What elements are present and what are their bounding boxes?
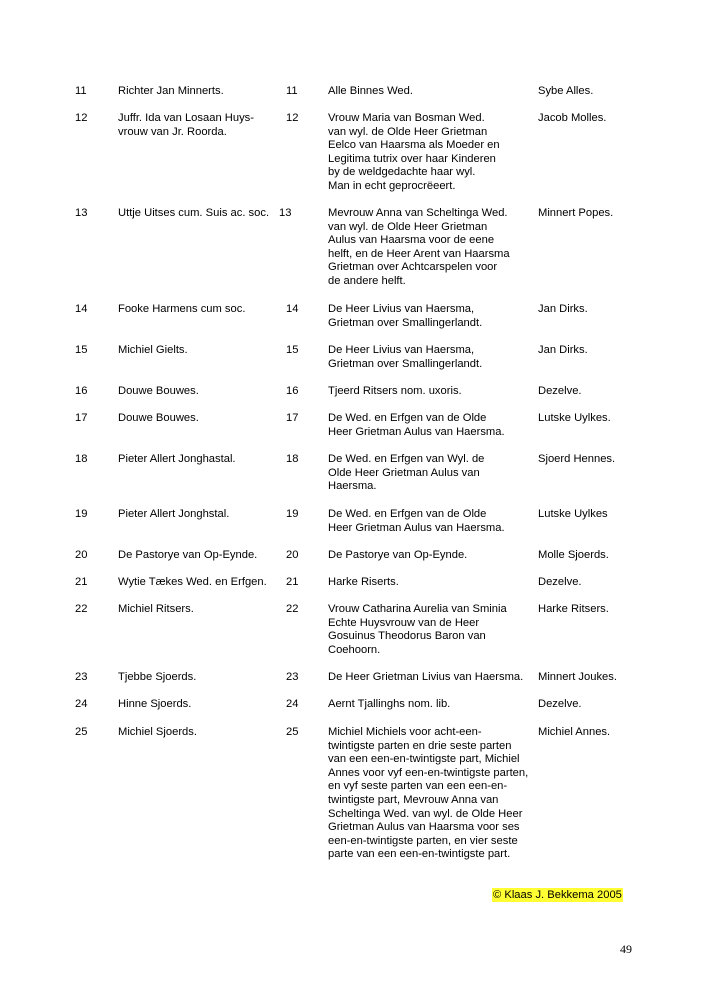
owner-number: 16 (75, 385, 88, 397)
property-number: 14 (286, 303, 299, 315)
property-number: 19 (286, 508, 299, 520)
property-owner: Alle Binnes Wed. (328, 85, 413, 97)
owner-number: 15 (75, 344, 88, 356)
user-name: Lutske Uylkes. (538, 412, 611, 424)
property-owner: Vrouw Maria van Bosman Wed. van wyl. de Olde Heer Grietman Eelco van Haarsma als Moeder en Legitima tutrix over haar Kinderen by de weldgedachte haar wyl. Man in echt geprocrëeert. (328, 112, 500, 192)
property-owner: Michiel Michiels voor acht-een- twintigste parten en drie seste parten van een een-en-twintigste part, Michiel Annes voor vyf een-en-twintigste parten, en vyf seste parten van een een-en- twintigste part, Mevrouw Anna van Scheltinga Wed. van wyl. de Olde Heer Grietman Aulus van Haarsma voor ses een-en-twintigste parten, en vier seste parte van een een-en-twintigste part. (328, 726, 529, 861)
user-name: Michiel Annes. (538, 726, 611, 738)
owner-number: 19 (75, 508, 88, 520)
property-number: 13 (279, 207, 292, 219)
owner-number: 18 (75, 453, 88, 465)
property-number: 20 (286, 549, 299, 561)
owner-name: Michiel Sjoerds. (118, 726, 197, 738)
user-name: Lutske Uylkes (538, 508, 608, 520)
owner-number: 23 (75, 671, 88, 683)
owner-name: Uttje Uitses cum. Suis ac. soc. (118, 207, 270, 219)
owner-number: 20 (75, 549, 88, 561)
property-owner: De Heer Grietman Livius van Haersma. (328, 671, 524, 683)
user-name: Dezelve. (538, 698, 582, 710)
owner-name: Tjebbe Sjoerds. (118, 671, 197, 683)
owner-name: Richter Jan Minnerts. (118, 85, 224, 97)
property-number: 12 (286, 112, 299, 124)
user-name: Minnert Popes. (538, 207, 614, 219)
owner-name: De Pastorye van Op-Eynde. (118, 549, 258, 561)
property-number: 22 (286, 603, 299, 615)
property-number: 24 (286, 698, 299, 710)
property-owner: Harke Riserts. (328, 576, 399, 588)
property-number: 18 (286, 453, 299, 465)
owner-number: 13 (75, 207, 88, 219)
owner-name: Pieter Allert Jonghastal. (118, 453, 236, 465)
owner-name: Douwe Bouwes. (118, 412, 199, 424)
user-name: Harke Ritsers. (538, 603, 609, 615)
property-owner: Tjeerd Ritsers nom. uxoris. (328, 385, 462, 397)
property-owner: Aernt Tjallinghs nom. lib. (328, 698, 451, 710)
property-owner: De Pastorye van Op-Eynde. (328, 549, 468, 561)
user-name: Dezelve. (538, 576, 582, 588)
user-name: Jan Dirks. (538, 344, 588, 356)
property-number: 11 (286, 85, 298, 97)
property-number: 15 (286, 344, 299, 356)
owner-name: Fooke Harmens cum soc. (118, 303, 246, 315)
user-name: Dezelve. (538, 385, 582, 397)
page-number: 49 (620, 942, 632, 956)
user-name: Minnert Joukes. (538, 671, 617, 683)
copyright-notice: © Klaas J. Bekkema 2005 (493, 889, 622, 901)
property-owner: De Heer Livius van Haersma, Grietman over Smallingerlandt. (328, 303, 483, 329)
property-owner: De Wed. en Erfgen van de Olde Heer Grietman Aulus van Haersma. (328, 412, 505, 438)
property-number: 23 (286, 671, 299, 683)
property-number: 17 (286, 412, 299, 424)
user-name: Sybe Alles. (538, 85, 594, 97)
owner-name: Juffr. Ida van Losaan Huys- vrouw van Jr. Roorda. (118, 112, 254, 138)
owner-name: Michiel Ritsers. (118, 603, 194, 615)
property-owner: De Heer Livius van Haersma, Grietman over Smallingerlandt. (328, 344, 483, 370)
property-number: 16 (286, 385, 299, 397)
owner-number: 11 (75, 85, 87, 97)
user-name: Jacob Molles. (538, 112, 607, 124)
user-name: Jan Dirks. (538, 303, 588, 315)
owner-number: 24 (75, 698, 88, 710)
user-name: Molle Sjoerds. (538, 549, 609, 561)
property-number: 25 (286, 726, 299, 738)
owner-name: Pieter Allert Jonghstal. (118, 508, 230, 520)
property-owner: De Wed. en Erfgen van de Olde Heer Grietman Aulus van Haersma. (328, 508, 505, 534)
owner-number: 12 (75, 112, 88, 124)
owner-name: Michiel Gielts. (118, 344, 188, 356)
owner-number: 25 (75, 726, 88, 738)
owner-name: Douwe Bouwes. (118, 385, 199, 397)
property-owner: Mevrouw Anna van Scheltinga Wed. van wyl. de Olde Heer Grietman Aulus van Haarsma voor de eene helft, en de Heer Arent van Haarsma Grietman over Achtcarspelen voor de andere helft. (328, 207, 510, 287)
owner-name: Wytie Tækes Wed. en Erfgen. (118, 576, 267, 588)
property-number: 21 (286, 576, 299, 588)
owner-number: 17 (75, 412, 88, 424)
property-owner: Vrouw Catharina Aurelia van Sminia Echte Huysvrouw van de Heer Gosuinus Theodorus Baron van Coehoorn. (328, 603, 507, 656)
owner-name: Hinne Sjoerds. (118, 698, 192, 710)
owner-number: 22 (75, 603, 88, 615)
user-name: Sjoerd Hennes. (538, 453, 616, 465)
owner-number: 14 (75, 303, 88, 315)
property-owner: De Wed. en Erfgen van Wyl. de Olde Heer Grietman Aulus van Haersma. (328, 453, 485, 493)
owner-number: 21 (75, 576, 88, 588)
